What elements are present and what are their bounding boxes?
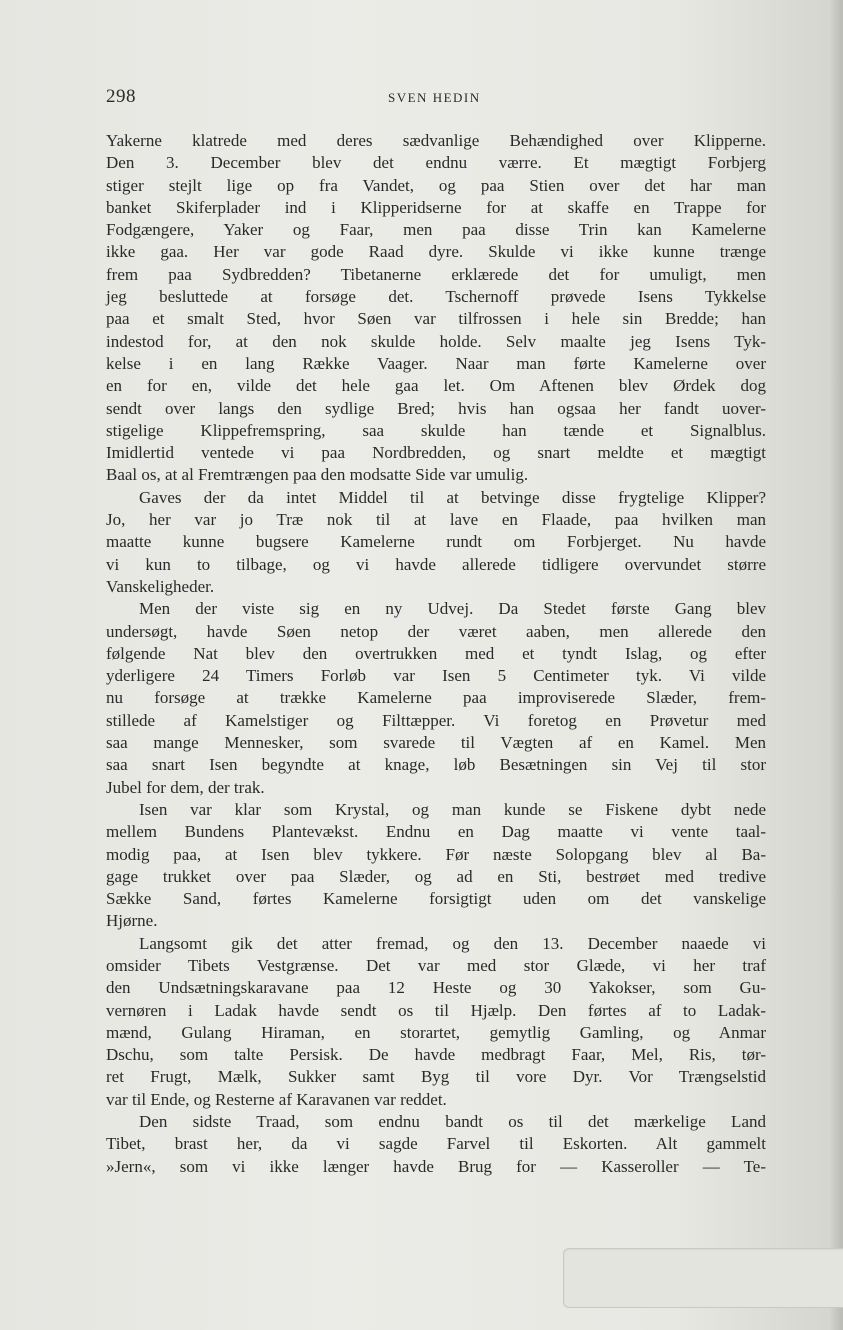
text-line: vernøren i Ladak havde sendt os til Hjælp. Den førtes af to Ladak-	[106, 1000, 766, 1020]
text-line: gage trukket over paa Slæder, og ad en Sti, bestrøet med tredive	[106, 866, 766, 886]
text-line: mellem Bundens Plantevækst. Endnu en Dag maatte vi vente taal-	[106, 822, 766, 842]
text-line: sendt over langs den sydlige Bred; hvis han ogsaa her fandt uover-	[106, 398, 766, 418]
running-head	[106, 86, 766, 110]
text-line: var til Ende, og Resterne af Karavanen var reddet.	[106, 1089, 447, 1109]
text-line: Fodgængere, Yaker og Faar, men paa disse Trin kan Kamelerne	[106, 220, 766, 240]
text-line: paa et smalt Sted, hvor Søen var tilfrossen i hele sin Bredde; han	[106, 309, 766, 329]
text-line: saa snart Isen begyndte at knage, løb Besætningen sin Vej til stor	[106, 755, 766, 775]
body-text	[106, 130, 766, 1178]
text-line: Sække Sand, førtes Kamelerne forsigtigt uden om det vanskelige	[106, 889, 766, 909]
text-line: Langsomt gik det atter fremad, og den 13. December naaede vi	[139, 933, 766, 953]
text-line: omsider Tibets Vestgrænse. Det var med stor Glæde, vi her traf	[106, 955, 766, 975]
text-line: stigelige Klippefremspring, saa skulde han tænde et Signalblus.	[106, 420, 766, 440]
text-line: jeg besluttede at forsøge det. Tschernoff prøvede Isens Tykkelse	[106, 287, 766, 307]
text-line: Gaves der da intet Middel til at betvinge disse frygtelige Klipper?	[139, 487, 766, 507]
text-line: ret Frugt, Mælk, Sukker samt Byg til vore Dyr. Vor Trængselstid	[106, 1067, 766, 1087]
text-line: Men der viste sig en ny Udvej. Da Stedet første Gang blev	[139, 599, 766, 619]
text-line: frem paa Sydbredden? Tibetanerne erklærede det for umuligt, men	[106, 264, 766, 284]
text-line: Hjørne.	[106, 911, 158, 931]
text-line: saa mange Mennesker, som svarede til Vægten af en Kamel. Men	[106, 733, 766, 753]
text-line: modig paa, at Isen blev tykkere. Før næste Solopgang blev al Ba-	[106, 844, 766, 864]
text-line: Imidlertid ventede vi paa Nordbredden, og snart meldte et mægtigt	[106, 443, 766, 463]
paper-slip	[563, 1248, 843, 1308]
text-line: Dschu, som talte Persisk. De havde medbragt Faar, Mel, Ris, tør-	[106, 1045, 766, 1065]
text-line: Jo, her var jo Træ nok til at lave en Flaade, paa hvilken man	[106, 510, 766, 530]
text-line: »Jern«, som vi ikke længer havde Brug for — Kasseroller — Te-	[106, 1156, 766, 1176]
page-edge-shadow	[829, 0, 843, 1330]
text-line: den Undsætningskaravane paa 12 Heste og 30 Yakokser, som Gu-	[106, 978, 766, 998]
text-line: Tibet, brast her, da vi sagde Farvel til Eskorten. Alt gammelt	[106, 1134, 766, 1154]
text-line: Den sidste Traad, som endnu bandt os til det mærkelige Land	[139, 1112, 766, 1132]
text-line: nu forsøge at trække Kamelerne paa improviserede Slæder, frem-	[106, 688, 766, 708]
text-line: en for en, vilde det hele gaa let. Om Aftenen blev Ørdek dog	[106, 376, 766, 396]
text-line: undersøgt, havde Søen netop der været aaben, men allerede den	[106, 621, 766, 641]
text-line: stiger stejlt lige op fra Vandet, og paa Stien over det har man	[106, 175, 766, 195]
text-line: mænd, Gulang Hiraman, en storartet, gemytlig Gamling, og Anmar	[106, 1022, 766, 1042]
text-line: stillede af Kamelstiger og Filttæpper. Vi foretog en Prøvetur med	[106, 710, 766, 730]
text-line: følgende Nat blev den overtrukken med et tyndt Islag, og efter	[106, 643, 766, 663]
text-line: indestod for, at den nok skulde holde. Selv maalte jeg Isens Tyk-	[106, 331, 766, 351]
text-line: kelse i en lang Række Vaager. Naar man førte Kamelerne over	[106, 353, 766, 373]
text-line: Jubel for dem, der trak.	[106, 777, 265, 797]
text-line: Baal os, at al Fremtrængen paa den modsatte Side var umulig.	[106, 465, 529, 485]
running-title: SVEN HEDIN	[388, 90, 481, 105]
text-line: ikke gaa. Her var gode Raad dyre. Skulde vi ikke kunne trænge	[106, 242, 766, 262]
page-number: 298	[106, 86, 136, 107]
text-line: maatte kunne bugsere Kamelerne rundt om Forbjerget. Nu havde	[106, 532, 766, 552]
text-line: yderligere 24 Timers Forløb var Isen 5 Centimeter tyk. Vi vilde	[106, 666, 766, 686]
text-line: banket Skiferplader ind i Klipperidserne for at skaffe en Trappe for	[106, 197, 766, 217]
text-line: vi kun to tilbage, og vi havde allerede tidligere overvundet større	[106, 554, 766, 574]
text-line: Den 3. December blev det endnu værre. Et mægtigt Forbjerg	[106, 153, 766, 173]
text-line: Vanskeligheder.	[106, 576, 215, 596]
text-line: Isen var klar som Krystal, og man kunde se Fiskene dybt nede	[139, 799, 766, 819]
text-line: Yakerne klatrede med deres sædvanlige Behændighed over Klipperne.	[106, 131, 766, 150]
